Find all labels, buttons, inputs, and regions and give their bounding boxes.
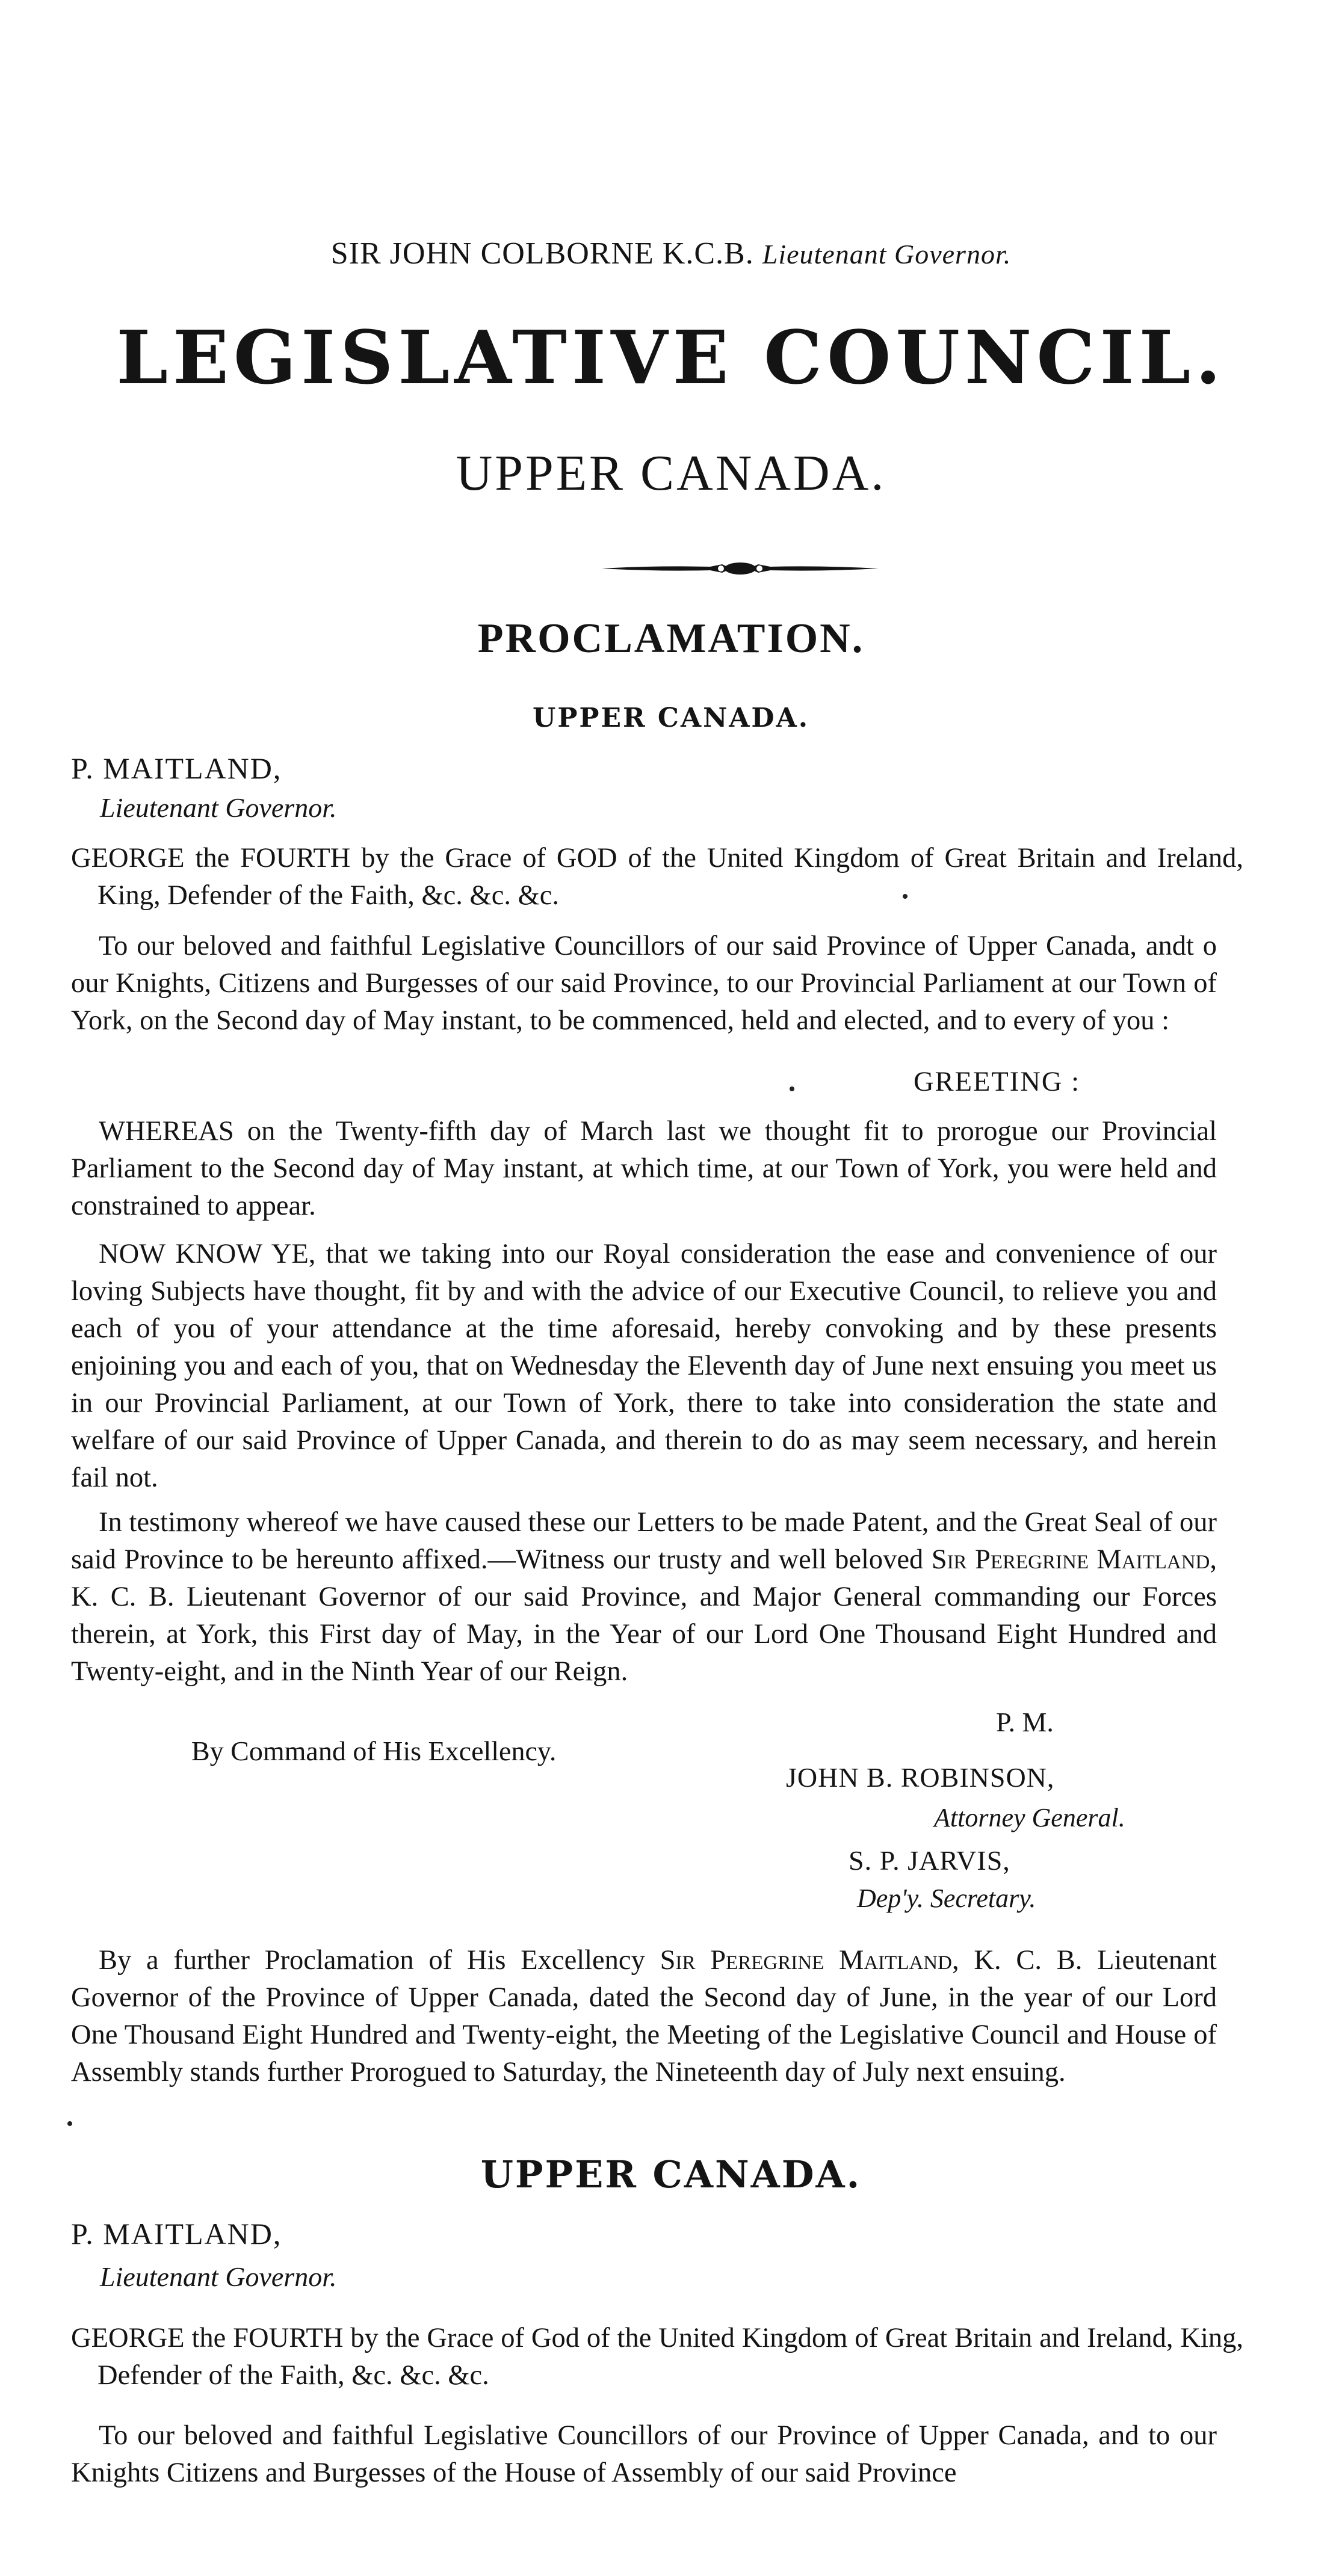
further-name: Sir Peregrine Maitland, — [660, 1945, 959, 1976]
testimony-paragraph — [71, 1504, 1217, 1690]
greeting: GREETING : — [914, 1067, 1080, 1097]
region-title: UPPER CANADA. — [456, 445, 886, 501]
address-paragraph: To our beloved and faithful Legislative Councillors of our said Province of Upper Canada, andt o our Knights, Citizens and Burgesses of our said Province, to our Provincial Parliament at our Town of York, on the Second day of May instant, to be commenced, held and elected, and to every of you : — [71, 931, 1217, 1036]
second-address-paragraph: To our beloved and faithful Legislative Councillors of our Province of Upper Canada, and to our Knights Citizens and Burgesses of the House of Assembly of our said Province — [71, 2420, 1217, 2488]
royal-preamble: GEORGE the FOURTH by the Grace of GOD of the United Kingdom of Great Britain and Ireland, King, Defender of the Faith, &c. &c. &c. — [71, 843, 1243, 911]
signer-name: P. MAITLAND, — [71, 751, 282, 785]
ink-speck — [903, 894, 908, 899]
testimony-name: Sir Peregrine Maitland, — [931, 1544, 1217, 1575]
council-title: LEGISLATIVE COUNCIL. — [116, 314, 1226, 401]
second-region-title: UPPER CANADA. — [480, 2152, 862, 2196]
secretary-name: S. P. JARVIS, — [849, 1845, 1010, 1876]
governor-line — [0, 236, 1342, 271]
governor-title: Lieutenant Governor. — [762, 239, 1012, 270]
second-royal-preamble: GEORGE the FOURTH by the Grace of God of the United Kingdom of Great Britain and Ireland, King, Defender of the Faith, &c. &c. &c. — [71, 2323, 1243, 2391]
ornamental-divider — [602, 559, 879, 578]
now-know-ye-paragraph: NOW KNOW YE, that we taking into our Royal consideration the ease and convenience of our loving Subjects have thought, fit by and with the advice of our Executive Council, to relieve you and each of you of your attendance at the time aforesaid, hereby convoking and by these presents enjoining you and each of you, that on Wednesday the Eleventh day of June next ensuing you meet us in our Provincial Parliament, at our Town of York, there to take into consideration the state and welfare of our said Province of Upper Canada, and therein to do as may seem necessary, and herein fail not. — [71, 1239, 1217, 1493]
attorney-title: Attorney General. — [934, 1803, 1125, 1832]
further-text-2: K. C. B. Lieutenant Governor of the Province of Upper Canada, dated the Second day of June, in the year of our Lord One Thousand Eight Hundred and Twenty-eight, the Meeting of the Legislative Council and House of Assembly stands further Prorogued to Saturday, the Nineteenth day of July next ensuing. — [71, 1945, 1217, 2088]
attorney-name: JOHN B. ROBINSON, — [786, 1762, 1055, 1793]
by-command: By Command of His Excellency. — [191, 1736, 557, 1766]
ink-speck — [790, 1086, 794, 1091]
whereas-paragraph: WHEREAS on the Twenty-fifth day of March last we thought fit to prorogue our Provincial Parliament to the Second day of May instant, at which time, at our Town of York, you were held and constrained to appear. — [71, 1116, 1217, 1221]
governor-name: SIR JOHN COLBORNE K.C.B. — [330, 236, 754, 271]
signer-title: Lieutenant Governor. — [100, 792, 337, 823]
initials: P. M. — [996, 1707, 1054, 1737]
secretary-title: Dep'y. Secretary. — [857, 1884, 1036, 1913]
testimony-text-2: K. C. B. Lieutenant Governor of our said Province, and Major General commanding our Forces therein, at York, this First day of May, in the Year of our Lord One Thousand Eight Hundred and Twenty-eight, and in the Ninth Year of our Reign. — [71, 1582, 1217, 1687]
testimony-text-1: In testimony whereof we have caused these our Letters to be made Patent, and the Great Seal of our said Province to be hereunto affixed.—Witness our trusty and well beloved — [71, 1507, 1217, 1575]
proclamation-region: UPPER CANADA. — [532, 703, 810, 733]
ink-speck — [67, 2121, 72, 2126]
second-signer-title: Lieutenant Governor. — [100, 2261, 337, 2292]
further-proclamation-paragraph — [71, 1942, 1217, 2091]
second-signer-name: P. MAITLAND, — [71, 2217, 282, 2251]
further-text-1: By a further Proclamation of His Excellency — [99, 1945, 645, 1976]
proclamation-title: PROCLAMATION. — [477, 615, 865, 662]
